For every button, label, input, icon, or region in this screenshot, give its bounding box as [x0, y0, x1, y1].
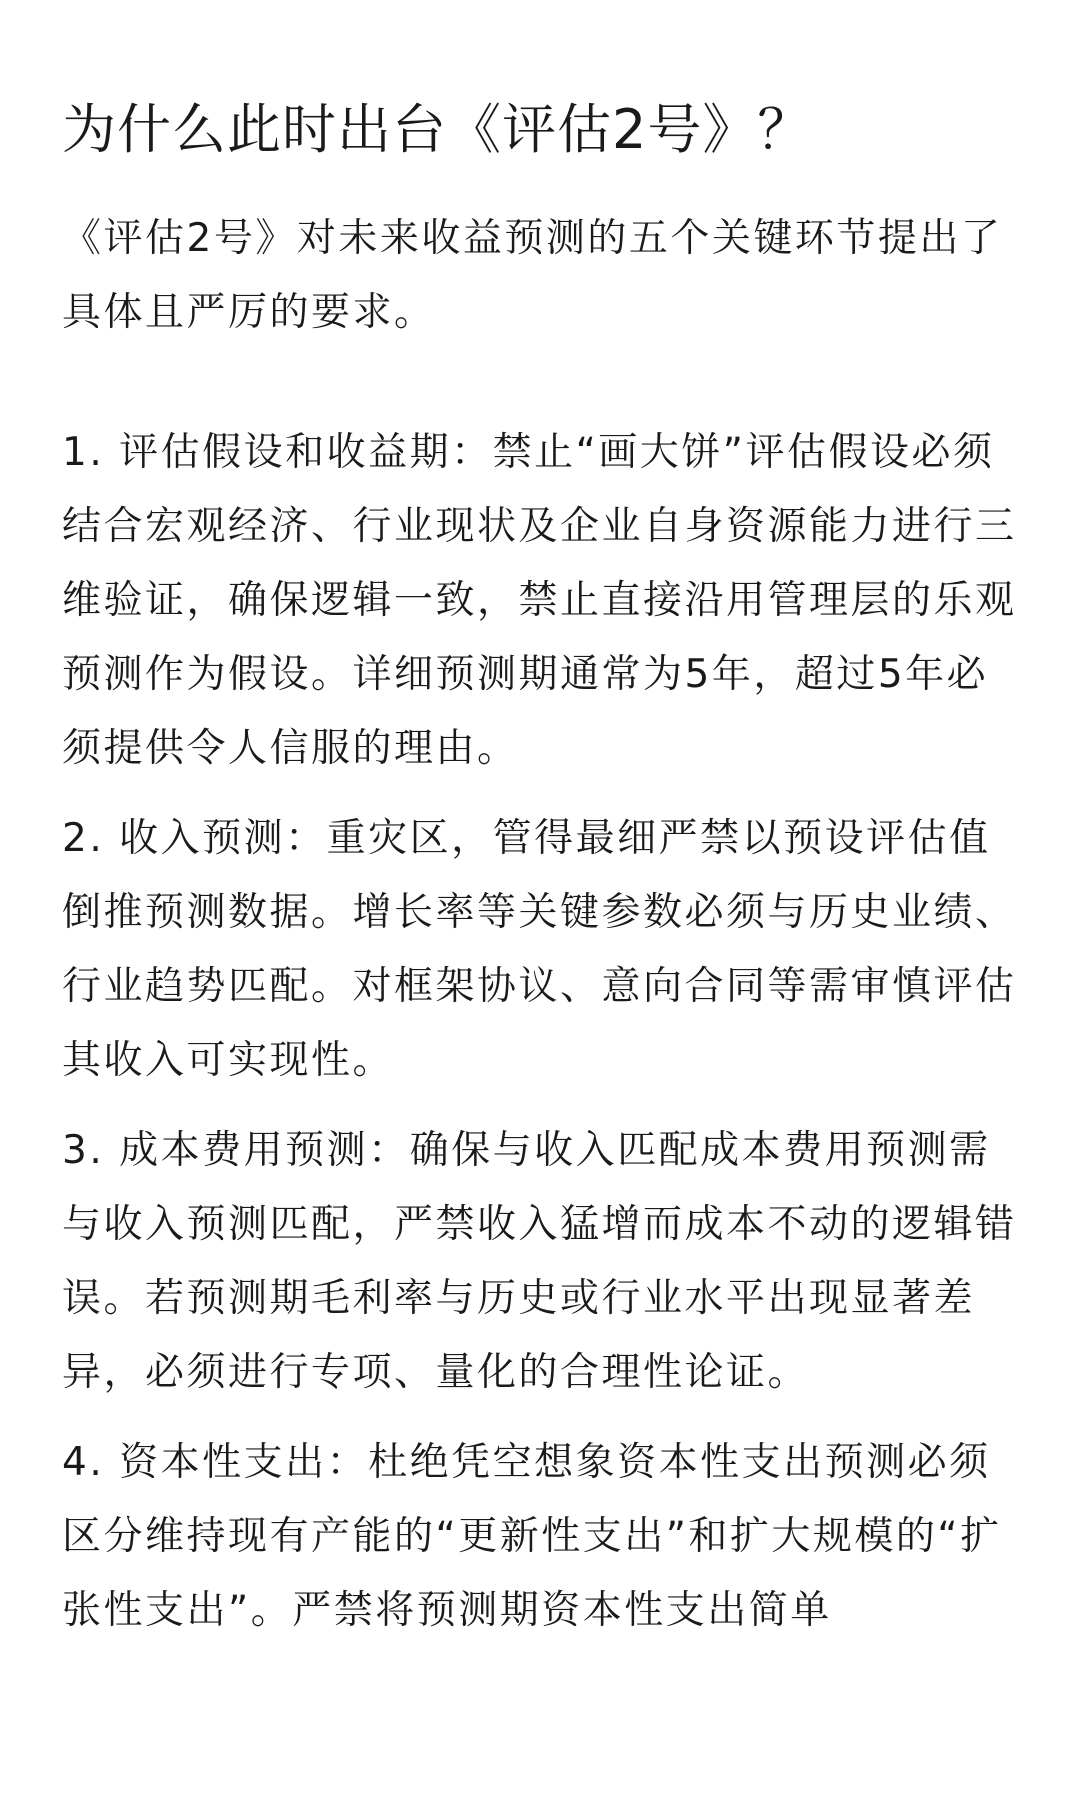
article-intro: 《评估2号》对未来收益预测的五个关键环节提出了具体且严厉的要求。 — [62, 216, 1003, 335]
point-1-paragraph: 1. 评估假设和收益期：禁止“画大饼”评估假设必须结合宏观经济、行业现状及企业自身资源能力进行三维验证，确保逻辑一致，禁止直接沿用管理层的乐观预测作为假设。详细预测期通常为5年，超过5年必须提供令人信服的理由。 — [62, 430, 1017, 771]
point-3-paragraph: 3. 成本费用预测：确保与收入匹配成本费用预测需与收入预测匹配，严禁收入猛增而成本不动的逻辑错误。若预测期毛利率与历史或行业水平出现显著差异，必须进行专项、量化的合理性论证。 — [62, 1128, 1017, 1395]
point-2-paragraph: 2. 收入预测：重灾区，管得最细严禁以预设评估值倒推预测数据。增长率等关键参数必须与历史业绩、行业趋势匹配。对框架协议、意向合同等需审慎评估其收入可实现性。 — [62, 816, 1017, 1083]
point-4-paragraph: 4. 资本性支出：杜绝凭空想象资本性支出预测必须区分维持现有产能的“更新性支出”和扩大规模的“扩张性支出”。严禁将预测期资本性支出简单 — [62, 1440, 1002, 1633]
article-title: 为什么此时出台《评估2号》？ — [62, 98, 813, 161]
